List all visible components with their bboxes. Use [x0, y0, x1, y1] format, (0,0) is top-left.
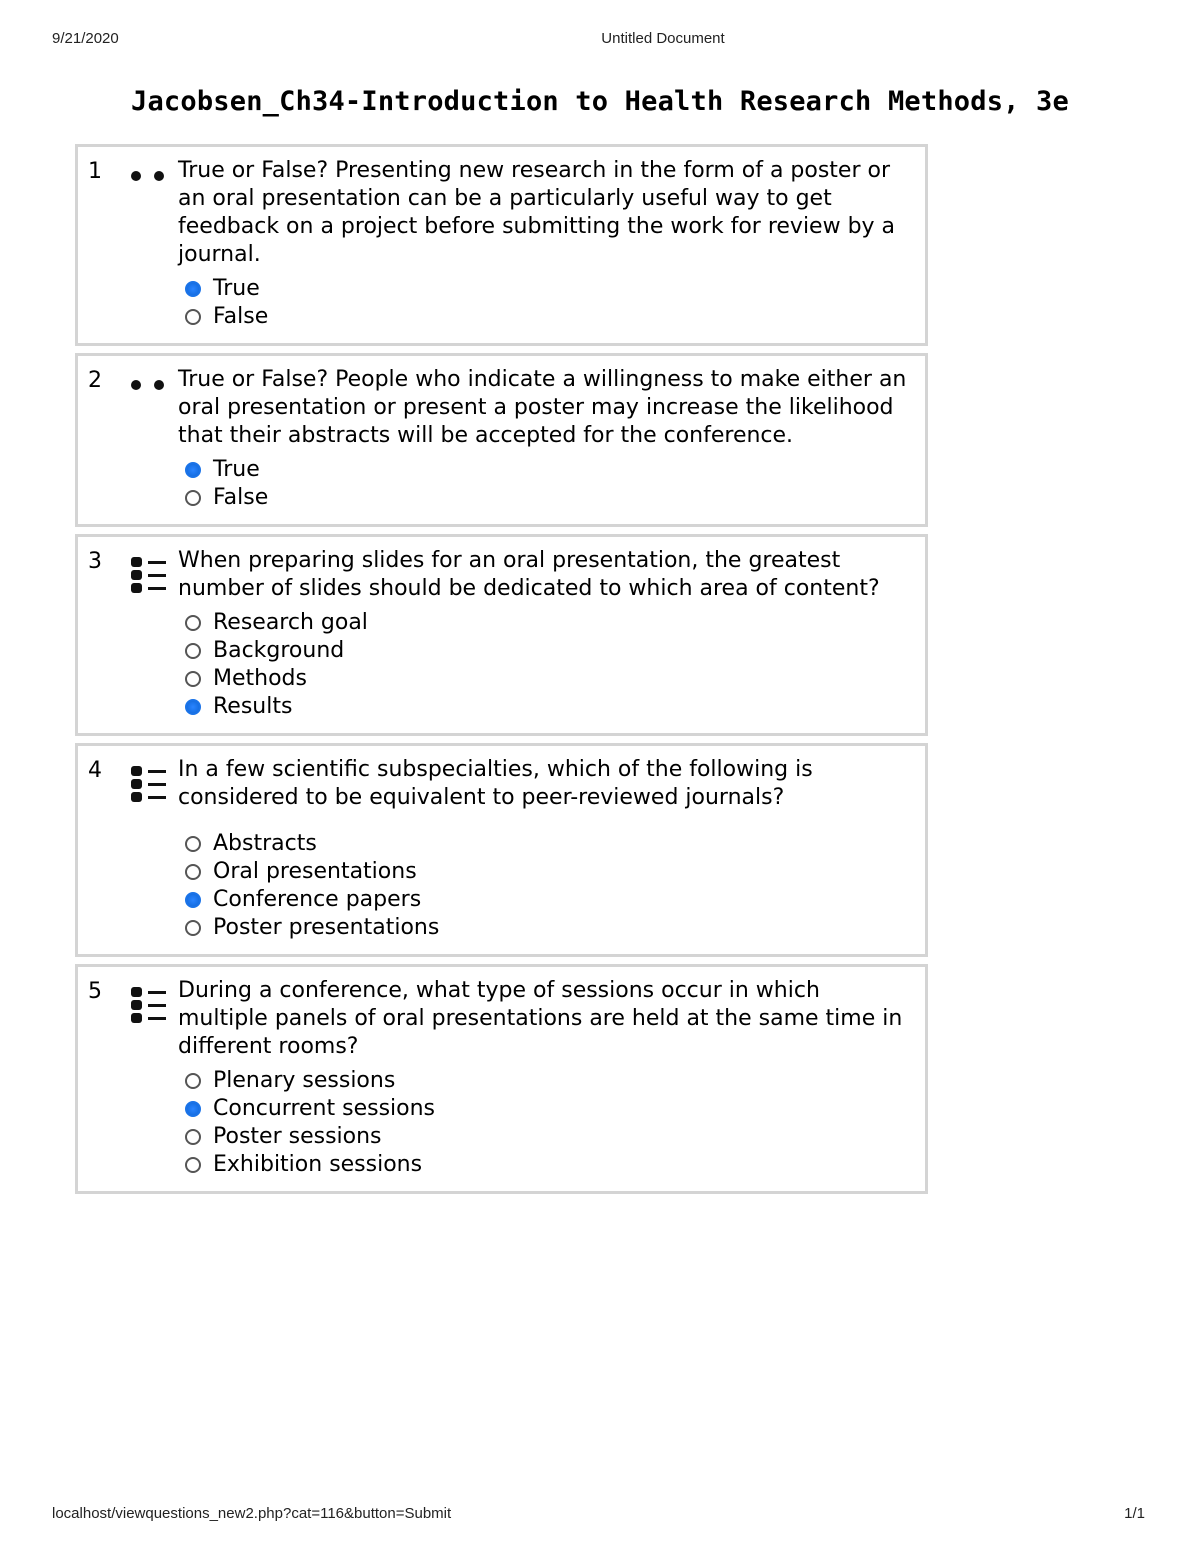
radio-unselected-icon[interactable]	[185, 615, 201, 631]
answer-options	[178, 456, 915, 512]
option-label: Exhibition sessions	[213, 1152, 423, 1177]
multiple-choice-icon	[130, 987, 170, 1031]
radio-unselected-icon[interactable]	[185, 1157, 201, 1173]
radio-unselected-icon[interactable]	[185, 309, 201, 325]
radio-unselected-icon[interactable]	[185, 643, 201, 659]
print-footer	[0, 1505, 1200, 1525]
print-url: localhost/viewquestions_new2.php?cat=116&button=Submit	[52, 1505, 452, 1522]
radio-selected-icon[interactable]	[185, 462, 201, 478]
answer-option[interactable]	[178, 303, 915, 331]
option-label: True	[213, 276, 260, 301]
answer-option[interactable]	[178, 858, 915, 886]
answer-option[interactable]	[178, 830, 915, 858]
answer-option[interactable]	[178, 693, 915, 721]
print-date: 9/21/2020	[52, 30, 119, 47]
print-doc-title: Untitled Document	[601, 30, 725, 47]
answer-option[interactable]	[178, 665, 915, 693]
answer-options	[178, 1067, 915, 1179]
answer-option[interactable]	[178, 609, 915, 637]
radio-unselected-icon[interactable]	[185, 836, 201, 852]
answer-options	[178, 275, 915, 331]
answer-option[interactable]	[178, 484, 915, 512]
page-title: Jacobsen_Ch34-Introduction to Health Research Methods, 3e	[131, 86, 1069, 117]
question-body	[178, 157, 915, 331]
option-label: Results	[213, 694, 293, 719]
question-list	[75, 144, 928, 1201]
option-label: True	[213, 457, 260, 482]
radio-selected-icon[interactable]	[185, 892, 201, 908]
question-card	[75, 144, 928, 346]
radio-unselected-icon[interactable]	[185, 671, 201, 687]
page-number: 1/1	[1124, 1505, 1145, 1522]
print-header	[0, 30, 1200, 50]
radio-unselected-icon[interactable]	[185, 1073, 201, 1089]
option-label: Plenary sessions	[213, 1068, 396, 1093]
question-text: True or False? Presenting new research in the form of a poster or an oral presentation can be a particularly useful way to get feedback on a project before submitting the work for review by a journal.	[178, 158, 896, 267]
answer-option[interactable]	[178, 1123, 915, 1151]
true-false-icon	[130, 167, 170, 211]
radio-selected-icon[interactable]	[185, 281, 201, 297]
radio-unselected-icon[interactable]	[185, 864, 201, 880]
radio-selected-icon[interactable]	[185, 699, 201, 715]
question-card	[75, 353, 928, 527]
radio-unselected-icon[interactable]	[185, 1129, 201, 1145]
answer-option[interactable]	[178, 1151, 915, 1179]
question-number: 1	[88, 159, 102, 184]
question-card	[75, 964, 928, 1194]
option-label: Poster sessions	[213, 1124, 382, 1149]
answer-option[interactable]	[178, 1067, 915, 1095]
option-label: Poster presentations	[213, 915, 440, 940]
option-label: Oral presentations	[213, 859, 417, 884]
question-number: 2	[88, 368, 102, 393]
question-card	[75, 743, 928, 957]
question-card	[75, 534, 928, 736]
answer-option[interactable]	[178, 914, 915, 942]
question-number: 4	[88, 758, 102, 783]
answer-option[interactable]	[178, 456, 915, 484]
question-body	[178, 366, 915, 512]
answer-options	[178, 830, 915, 942]
question-body	[178, 756, 915, 942]
option-label: Background	[213, 638, 345, 663]
answer-option[interactable]	[178, 275, 915, 303]
option-label: Methods	[213, 666, 307, 691]
radio-selected-icon[interactable]	[185, 1101, 201, 1117]
radio-unselected-icon[interactable]	[185, 920, 201, 936]
option-label: False	[213, 304, 269, 329]
option-label: Conference papers	[213, 887, 422, 912]
question-number: 3	[88, 549, 102, 574]
option-label: False	[213, 485, 269, 510]
answer-option[interactable]	[178, 1095, 915, 1123]
option-label: Research goal	[213, 610, 368, 635]
true-false-icon	[130, 376, 170, 420]
option-label: Abstracts	[213, 831, 317, 856]
answer-options	[178, 609, 915, 721]
multiple-choice-icon	[130, 766, 170, 810]
radio-unselected-icon[interactable]	[185, 490, 201, 506]
question-text: When preparing slides for an oral presentation, the greatest number of slides should be dedicated to which area of content?	[178, 548, 880, 601]
answer-option[interactable]	[178, 886, 915, 914]
question-body	[178, 547, 915, 721]
question-number: 5	[88, 979, 102, 1004]
question-text: In a few scientific subspecialties, which of the following is considered to be equivalent to peer-reviewed journals?	[178, 757, 813, 810]
question-body	[178, 977, 915, 1179]
multiple-choice-icon	[130, 557, 170, 601]
question-text: True or False? People who indicate a willingness to make either an oral presentation or present a poster may increase the likelihood that their abstracts will be accepted for the conference.	[178, 367, 907, 448]
answer-option[interactable]	[178, 637, 915, 665]
question-text: During a conference, what type of sessions occur in which multiple panels of oral presentations are held at the same time in different rooms?	[178, 978, 903, 1059]
option-label: Concurrent sessions	[213, 1096, 436, 1121]
